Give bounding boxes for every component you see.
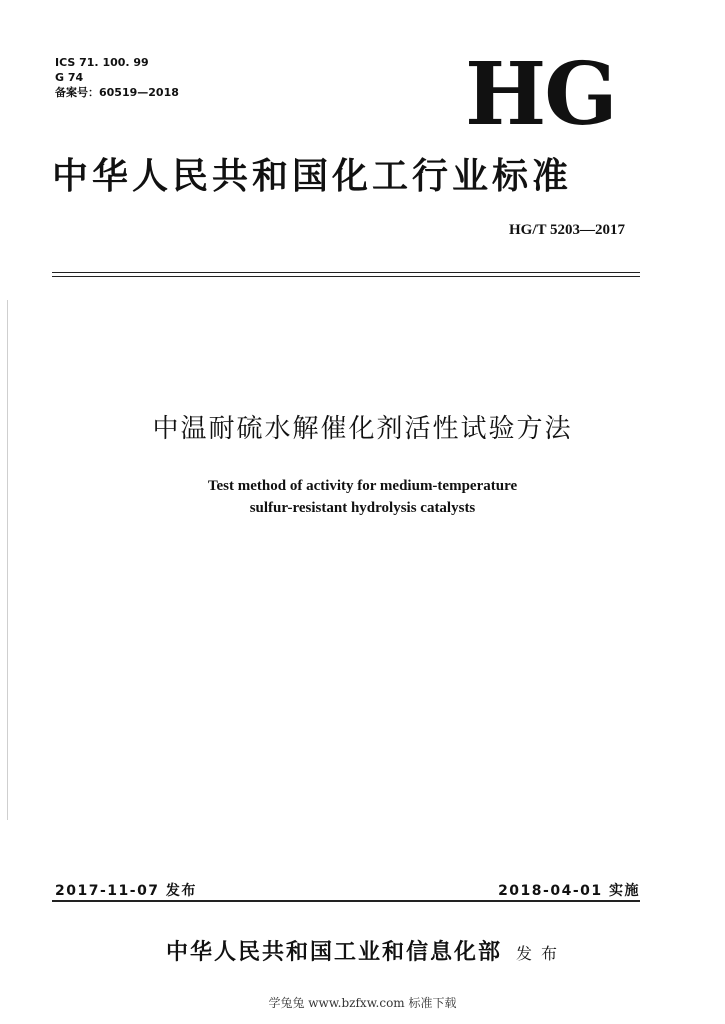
ccs-code: G 74 <box>55 71 84 84</box>
issue-date: 2017-11-07 发布 <box>55 883 197 899</box>
document-title-english-line1: Test method of activity for medium-temperature <box>207 478 518 494</box>
scan-edge-line <box>7 300 8 820</box>
footer-rule <box>52 900 640 902</box>
publisher-name: 中华人民共和国工业和信息化部 <box>165 939 502 965</box>
download-watermark: 学兔兔 www.bzfxw.com 标准下载 <box>268 996 457 1010</box>
implementation-date: 2018-04-01 实施 <box>498 883 640 899</box>
publisher <box>0 935 725 966</box>
filing-number: 备案号：60519—2018 <box>55 86 179 99</box>
header-rule-secondary <box>52 276 640 277</box>
standard-number: HG/T 5203—2017 <box>509 222 625 238</box>
classification-block <box>55 55 179 100</box>
standard-category-title: 中华人民共和国化工行业标准 <box>52 155 573 197</box>
hg-logo: HG <box>465 44 616 145</box>
header-rule <box>52 272 640 273</box>
document-title-english-line2: sulfur-resistant hydrolysis catalysts <box>249 500 476 516</box>
document-title-chinese: 中温耐硫水解催化剂活性试验方法 <box>152 414 573 444</box>
publisher-suffix: 发 布 <box>515 944 560 963</box>
ics-code: ICS 71. 100. 99 <box>55 56 149 69</box>
